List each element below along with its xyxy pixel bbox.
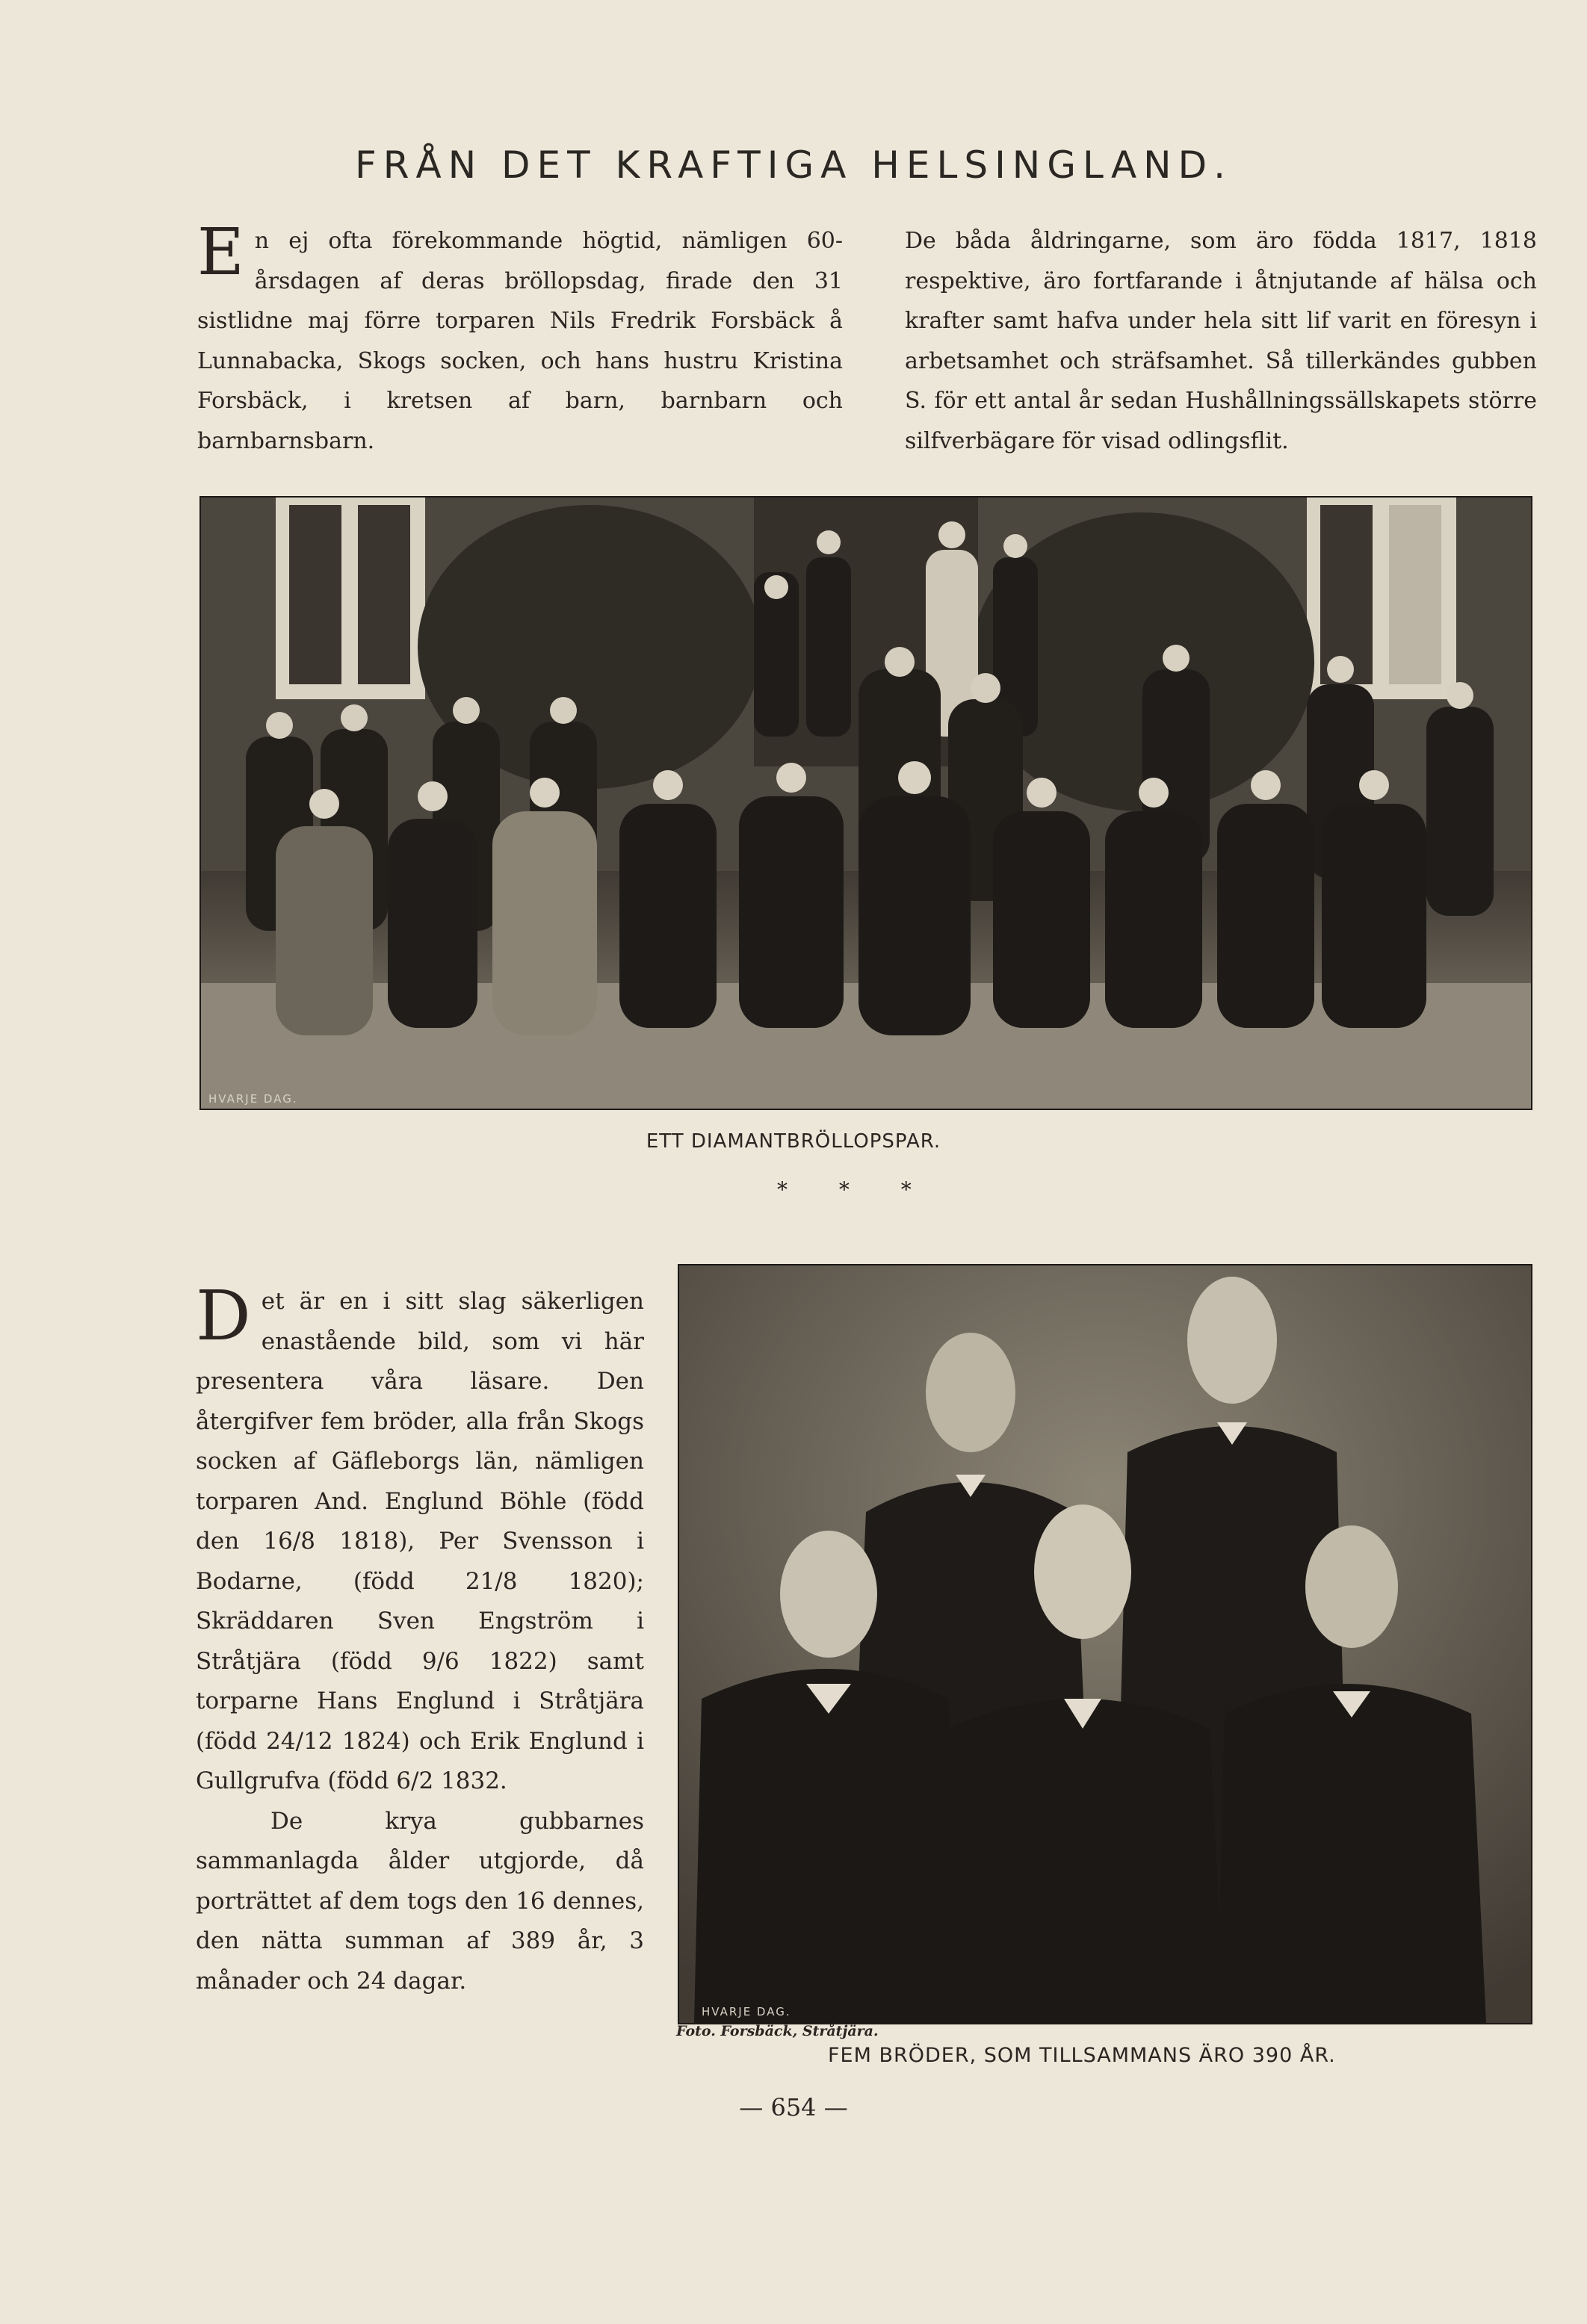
photo2-watermark: HVARJE DAG. (702, 2005, 791, 2018)
lower-paragraph-1-text: et är en i sitt slag säkerligen enastående bild, som vi här presentera våra läsare. Den återgifver fem bröder, alla från Skogs socken af Gäfleborgs län, nämligen torparen And. Englund Böhle (född den 16/8 1818), Per Svensson i Bodarne, (född 21/8 1820); Skräddaren Sven Engström i Stråtjära (född 9/6 1822) samt torparne Hans Englund i Stråtjära (född 24/12 1824) och Erik Englund i Gullgrufva (född 6/2 1832. (196, 1288, 644, 1794)
intro-left-paragraph (197, 215, 843, 461)
intro-left-text: n ej ofta förekommande högtid, nämligen 60-årsdagen af deras bröllopsdag, firade den 31 sistlidne maj förre torparen Nils Fredrik Forsbäck å Lunnabacka, Skogs socken, och hans hustru Kristina Forsbäck, i kretsen af barn, barnbarn och barnbarnsbarn. (197, 228, 843, 454)
diamond-wedding-photo (199, 496, 1532, 1110)
photo1-watermark: HVARJE DAG. (208, 1092, 298, 1106)
lower-paragraph-2: De krya gubbarnes sammanlagda ålder utgjorde, då porträttet af dem togs den 16 dennes, den nätta summan af 389 år, 3 månader och 24 dagar. (196, 1807, 644, 1995)
page-number: — 654 — (739, 2093, 848, 2122)
group-photo-illustration (201, 498, 1531, 1109)
dropcap-d: D (196, 1276, 251, 1356)
lower-article-column (196, 1276, 644, 2001)
dropcap-e: E (197, 215, 244, 290)
photo2-caption: FEM BRÖDER, SOM TILLSAMMANS ÄRO 390 ÅR. (828, 2044, 1336, 2067)
page-title: FRÅN DET KRAFTIGA HELSINGLAND. (355, 143, 1232, 187)
brothers-portrait-illustration (679, 1265, 1531, 2023)
section-separator: * * * (777, 1177, 934, 1202)
intro-left-column (197, 215, 843, 461)
intro-right-text: De båda åldringarne, som äro födda 1817, 1818 respektive, äro fortfarande i åtnjutande af hälsa och krafter samt hafva under hela sitt lif varit en föresyn i arbetsamhet och sträfsamhet. Så tillerkändes gubben S. för ett antal år sedan Hushållningssällskapets större silfverbägare för visad odlingsflit. (905, 228, 1537, 454)
intro-right-column (905, 221, 1537, 461)
photo-credit: Foto. Forsbäck, Stråtjära. (676, 2023, 879, 2039)
photo1-caption: ETT DIAMANTBRÖLLOPSPAR. (646, 1130, 941, 1153)
lower-paragraph-1 (196, 1276, 644, 1802)
five-brothers-photo (678, 1264, 1532, 2024)
